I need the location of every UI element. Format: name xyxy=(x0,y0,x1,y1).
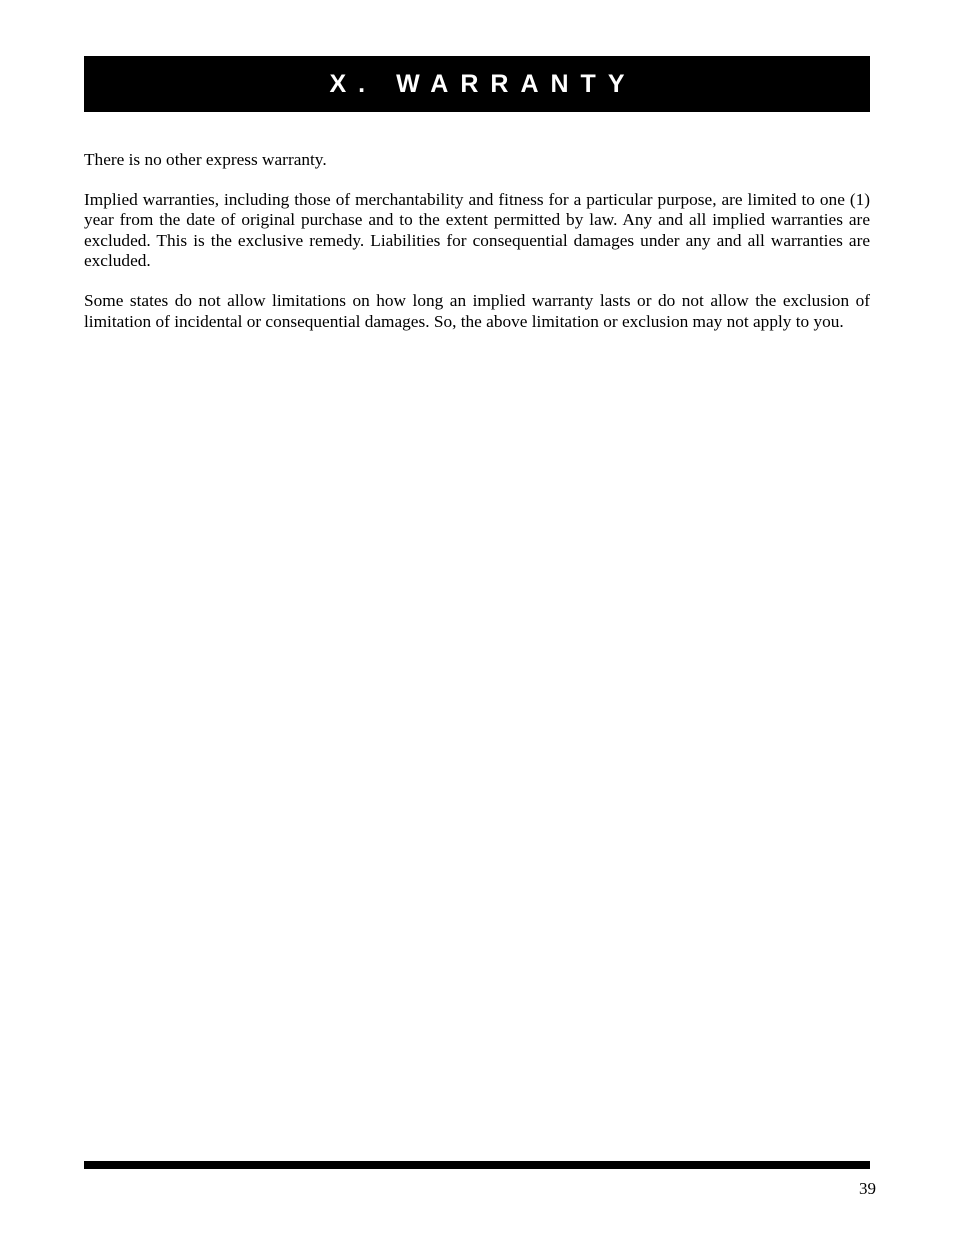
paragraph-implied-warranties: Implied warranties, including those of merchantability and fitness for a particular purpose, are limited to one (1) year from the date of original purchase and to the extent permitted by law. Any and all implied warranties are excluded. This is the exclusive remedy. Liabilities for consequential damages under any and all warranties are excluded. xyxy=(84,190,870,271)
warranty-body xyxy=(84,150,870,352)
page-number: 39 xyxy=(859,1179,876,1198)
section-title: X. WARRANTY xyxy=(329,69,637,98)
footer-divider xyxy=(84,1161,870,1169)
paragraph-express-warranty: There is no other express warranty. xyxy=(84,150,327,169)
section-header-bar xyxy=(84,56,870,112)
paragraph-state-limitations: Some states do not allow limitations on how long an implied warranty lasts or do not allow the exclusion of limitation of incidental or consequential damages. So, the above limitation or exclusion may not apply to you. xyxy=(84,291,870,331)
